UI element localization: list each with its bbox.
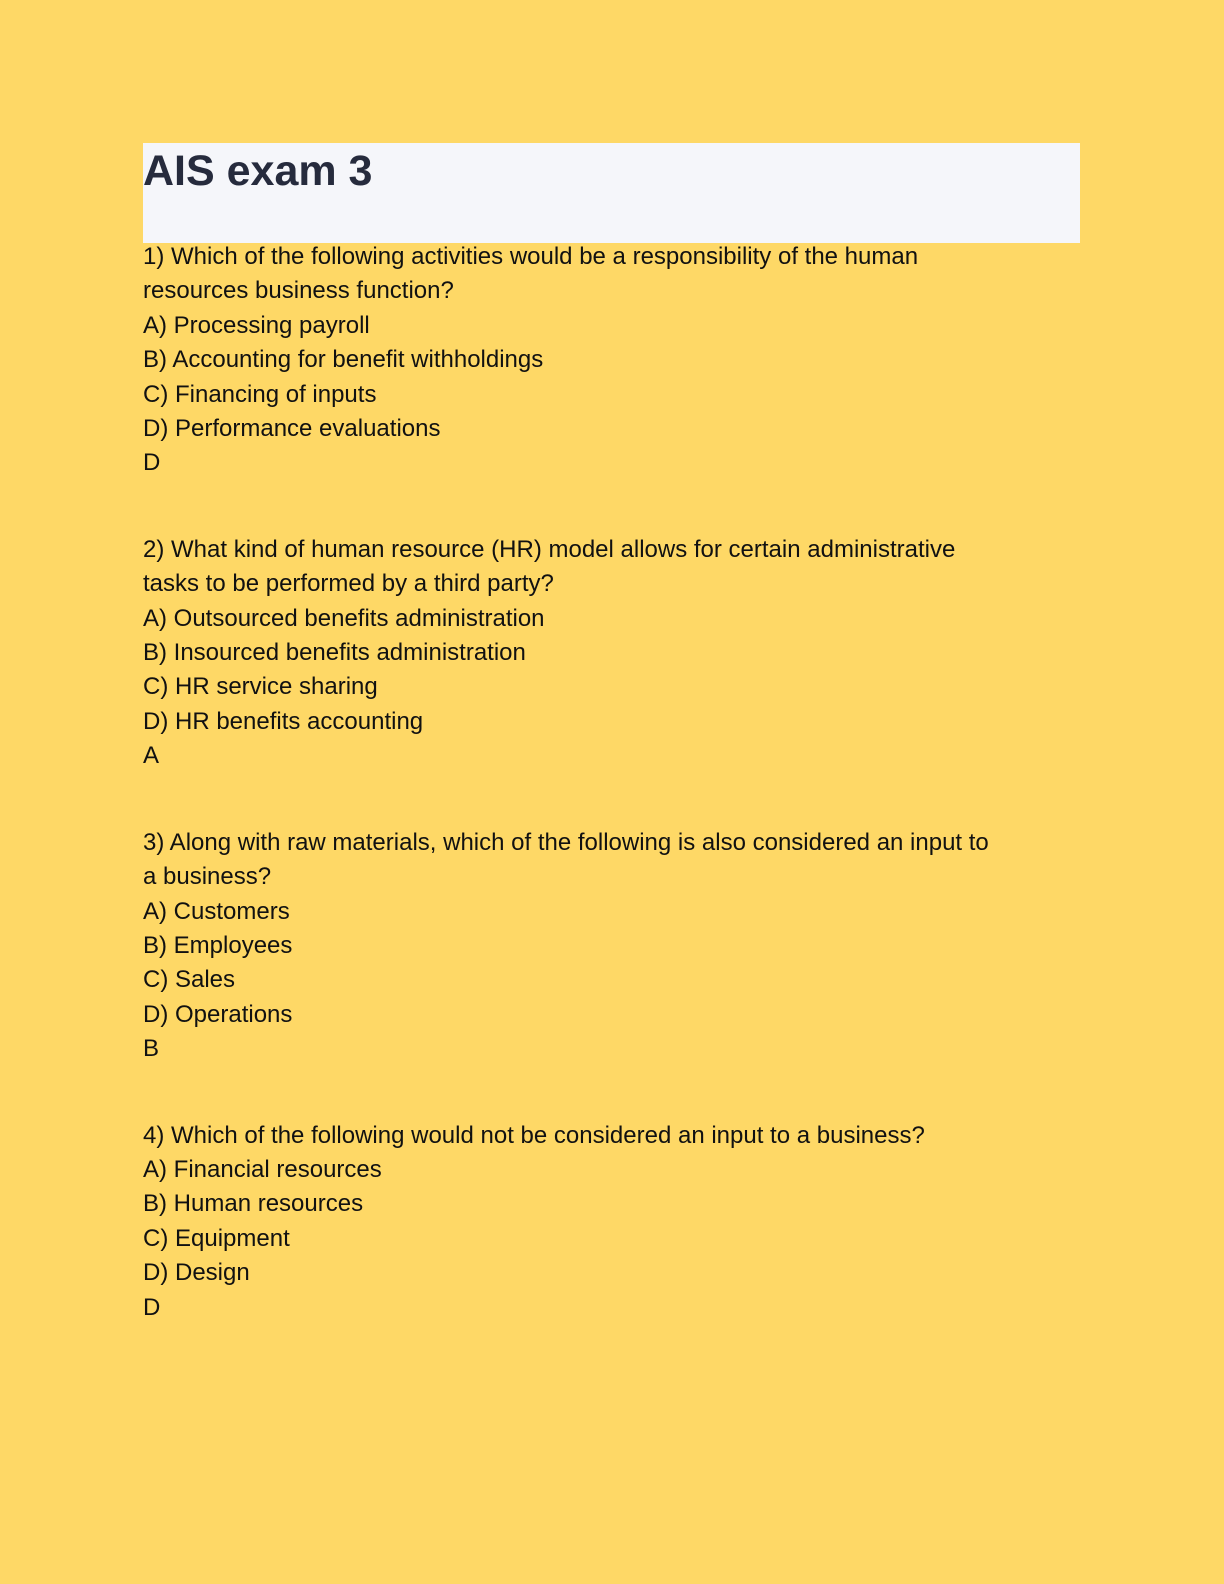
title-banner <box>143 143 1080 243</box>
question-2-option-d: D) HR benefits accounting <box>143 707 424 735</box>
question-1-option-a: A) Processing payroll <box>143 311 370 339</box>
question-2-option-b: B) Insourced benefits administration <box>143 639 526 667</box>
question-4-option-d: D) Design <box>143 1259 250 1287</box>
question-list <box>143 240 1080 1325</box>
question-4 <box>143 1119 1080 1325</box>
question-4-option-a: A) Financial resources <box>143 1155 382 1183</box>
question-4-stem-line-1: 4) Which of the following would not be considered an input to a business? <box>143 1121 925 1149</box>
question-2-option-a: A) Outsourced benefits administration <box>143 604 545 632</box>
question-1-option-c: C) Financing of inputs <box>143 380 377 408</box>
question-2-option-c: C) HR service sharing <box>143 673 378 701</box>
question-1-answer: D <box>143 449 161 477</box>
question-1-stem-line-1: 1) Which of the following activities would be a responsibility of the human <box>143 243 919 270</box>
question-3-answer: B <box>143 1035 160 1063</box>
question-3 <box>143 826 1080 1067</box>
question-4-option-b: B) Human resources <box>143 1190 364 1218</box>
question-1 <box>143 240 1080 481</box>
question-4-option-c: C) Equipment <box>143 1224 290 1252</box>
question-2-stem-line-1: 2) What kind of human resource (HR) model allows for certain administrative <box>143 535 956 563</box>
question-2 <box>143 533 1080 774</box>
question-1-option-b: B) Accounting for benefit withholdings <box>143 346 544 374</box>
question-3-option-b: B) Employees <box>143 931 293 959</box>
page-title: AIS exam 3 <box>143 147 373 195</box>
question-3-option-a: A) Customers <box>143 897 290 925</box>
question-1-stem-line-2: resources business function? <box>143 277 454 305</box>
question-3-option-d: D) Operations <box>143 1000 293 1028</box>
question-1-option-d: D) Performance evaluations <box>143 415 441 443</box>
question-4-answer: D <box>143 1293 161 1321</box>
question-3-stem-line-1: 3) Along with raw materials, which of the following is also considered an input to <box>143 828 989 856</box>
question-2-answer: A <box>143 742 160 770</box>
question-3-option-c: C) Sales <box>143 966 236 994</box>
question-2-stem-line-2: tasks to be performed by a third party? <box>143 570 554 598</box>
question-3-stem-line-2: a business? <box>143 863 272 891</box>
